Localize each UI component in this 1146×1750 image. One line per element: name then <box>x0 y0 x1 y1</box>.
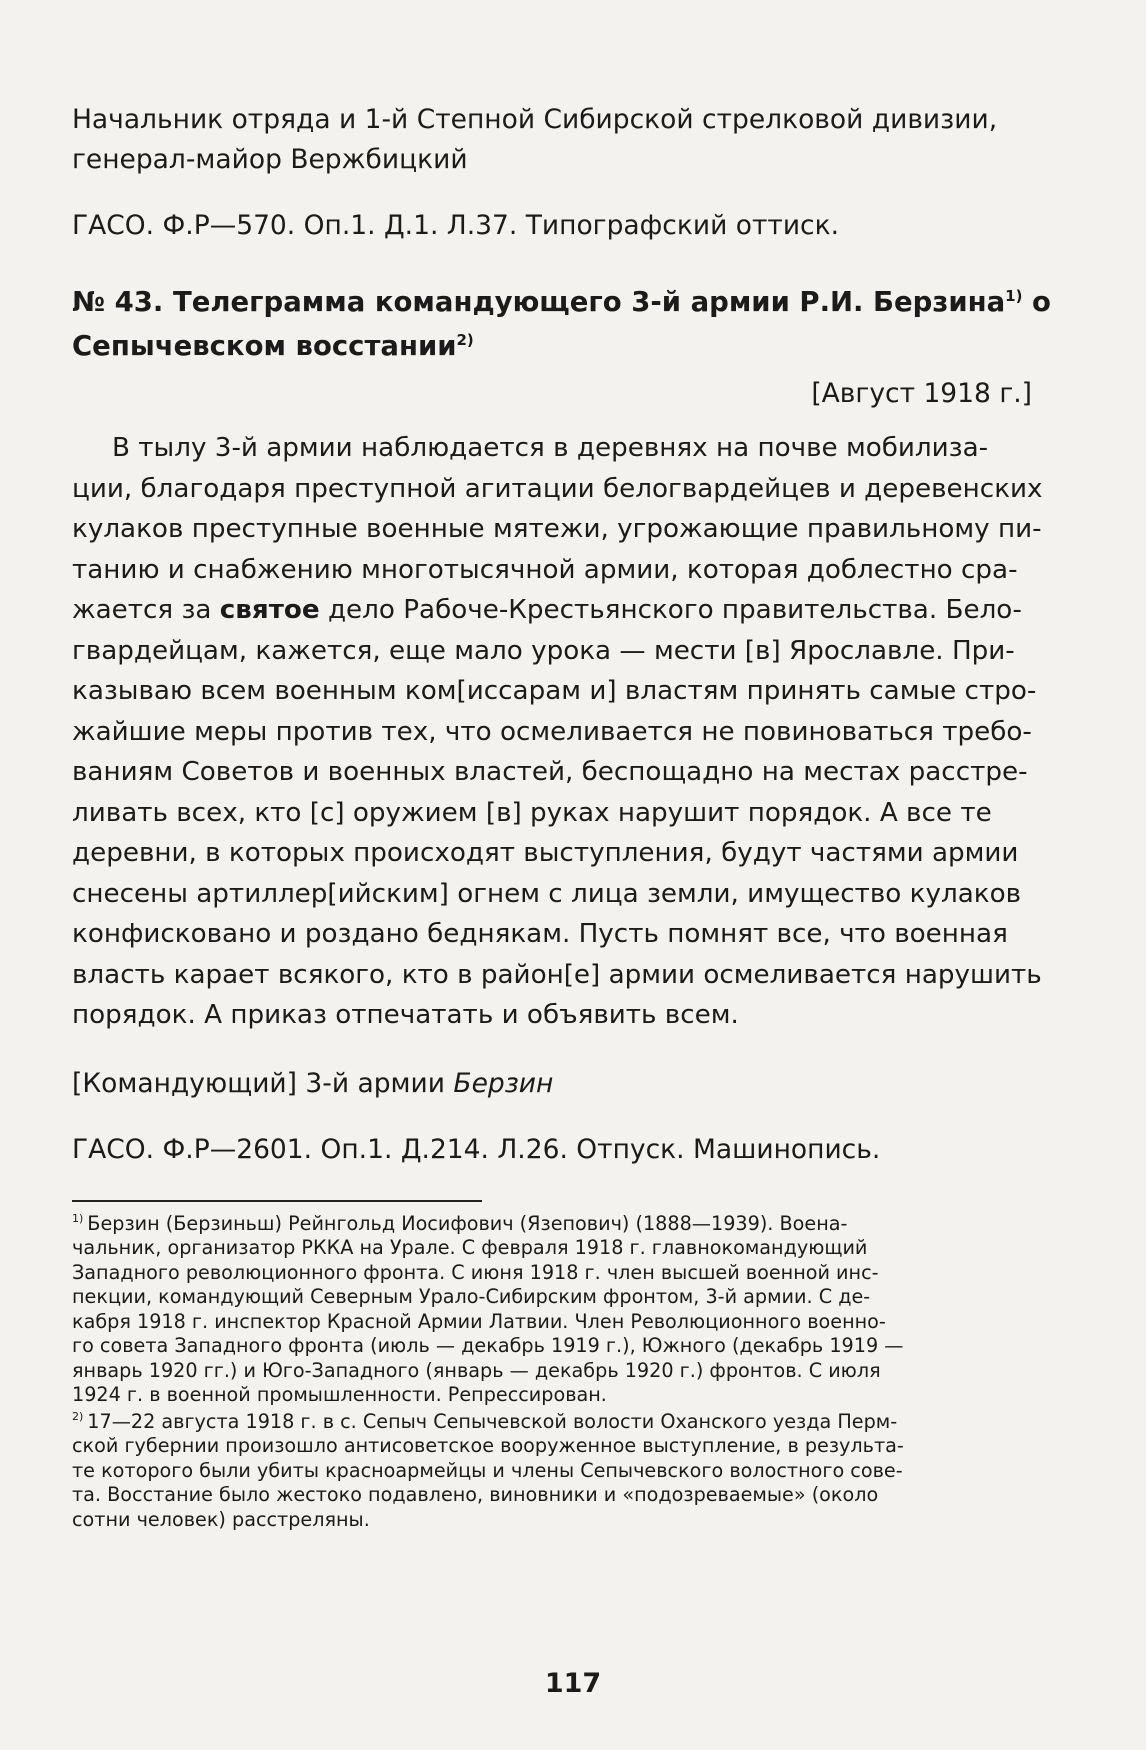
signature-line: Начальник отряда и 1-й Степной Сибирской стрелковой дивизии, <box>72 104 998 135</box>
document-date: [Август 1918 г.] <box>811 378 1032 409</box>
previous-document-source: ГАСО. Ф.Р—570. Оп.1. Д.1. Л.37. Типографский оттиск. <box>72 210 840 241</box>
title-line-1-tail: о <box>1022 286 1051 318</box>
footnote-mark: 1) <box>72 1212 84 1226</box>
footnote-line: чальник, организатор РККА на Урале. С февраля 1918 г. главнокомандующий <box>72 1236 868 1259</box>
document-signature <box>72 1064 1042 1104</box>
footnote-line: сотни человек) расстреляны. <box>72 1507 370 1531</box>
bold-word: святое <box>219 595 320 625</box>
previous-document-signature <box>72 100 1042 180</box>
body-line: снесены артиллер[ийским] огнем с лица земли, имущество кулаков <box>72 878 1022 909</box>
body-line <box>72 590 1042 631</box>
body-line: конфисковано и роздано беднякам. Пусть помнят все, что военная <box>72 919 1008 949</box>
body-line: В тылу 3-й армии наблюдается в деревнях на почве мобилиза- <box>112 433 989 463</box>
title-line-1: № 43. Телеграмма командующего 3-й армии Р.И. Берзина <box>72 286 1006 318</box>
body-line: казываю всем военным ком[иссарам и] властям принять самые стро- <box>72 676 1037 706</box>
footnote-line: ской губернии произошло антисоветское вооруженное выступление, в результа- <box>72 1434 904 1457</box>
footnote-1 <box>72 1212 1042 1408</box>
footnote-line: те которого были убиты красноармейцы и члены Сепычевского волостного сове- <box>72 1458 903 1482</box>
body-line: власть карает всякого, кто в район[е] армии осмеливается нарушить <box>72 959 1042 990</box>
body-text-segment: жается за <box>72 595 220 625</box>
page-number: 117 <box>544 1668 602 1699</box>
document-source: ГАСО. Ф.Р—2601. Оп.1. Д.214. Л.26. Отпуск. Машинопись. <box>72 1133 881 1165</box>
document-title <box>72 280 1051 368</box>
body-line: деревни, в которых происходят выступления, будут частями армии <box>72 838 1019 868</box>
page-content <box>72 100 1051 1534</box>
footnote-divider <box>72 1200 482 1202</box>
footnote-ref-1: 1) <box>1005 286 1023 305</box>
document-body <box>72 428 1042 1036</box>
body-line: ции, благодаря преступной агитации белогвардейцев и деревенских <box>72 473 1043 504</box>
body-line: ливать всех, кто [с] оружием [в] руках нарушит порядок. А все те <box>72 797 992 828</box>
footnote-2 <box>72 1410 1042 1533</box>
footnote-line: Западного революционного фронта. С июня 1918 г. член высшей военной инс- <box>72 1260 879 1284</box>
body-line: танию и снабжению многотысячной армии, которая доблестно сра- <box>72 554 1018 585</box>
body-text-segment: дело Рабоче-Крестьянского правительства. Бело- <box>319 595 1022 625</box>
body-line: гвардейцам, кажется, еще мало урока — мести [в] Ярославле. При- <box>72 635 1015 666</box>
body-line: жайшие меры против тех, что осмеливается не повиноваться требо- <box>72 716 1032 747</box>
footnote-line <box>72 1410 1042 1435</box>
footnote-line <box>72 1212 1042 1237</box>
body-line: ваниям Советов и военных властей, беспощадно на местах расстре- <box>72 757 1028 787</box>
footnote-line: го совета Западного фронта (июль — декабрь 1919 г.), Южного (декабрь 1919 — <box>72 1334 904 1357</box>
body-line: кулаков преступные военные мятежи, угрожающие правильному пи- <box>72 514 1042 544</box>
body-line: порядок. А приказ отпечатать и объявить всем. <box>72 1000 739 1030</box>
signature-line: генерал-майор Вержбицкий <box>72 144 468 175</box>
footnote-line: январь 1920 гг.) и Юго-Западного (январь — декабрь 1920 г.) фронтов. С июля <box>72 1358 881 1382</box>
footnote-text: Берзин (Берзиньш) Рейнгольд Иосифович (Язепович) (1888—1939). Воена- <box>87 1211 848 1235</box>
footnote-mark: 2) <box>72 1410 84 1424</box>
footnote-ref-2: 2) <box>456 330 474 349</box>
title-line-2: Сепычевском восстании <box>72 330 457 362</box>
footnote-line: 1924 г. в военной промышленности. Репрессирован. <box>72 1383 607 1406</box>
signature-name: Берзин <box>453 1067 554 1099</box>
footnote-text: 17—22 августа 1918 г. в с. Сепыч Сепычевской волости Оханского уезда Перм- <box>87 1409 898 1433</box>
footnote-line: кабря 1918 г. инспектор Красной Армии Латвии. Член Революционного военно- <box>72 1309 886 1333</box>
footnote-line: та. Восстание было жестоко подавлено, виновники и «подозреваемые» (около <box>72 1483 879 1506</box>
signature-prefix: [Командующий] 3-й армии <box>72 1067 454 1099</box>
footnote-line: пекции, командующий Северным Урало-Сибирским фронтом, 3-й армии. С де- <box>72 1285 871 1308</box>
